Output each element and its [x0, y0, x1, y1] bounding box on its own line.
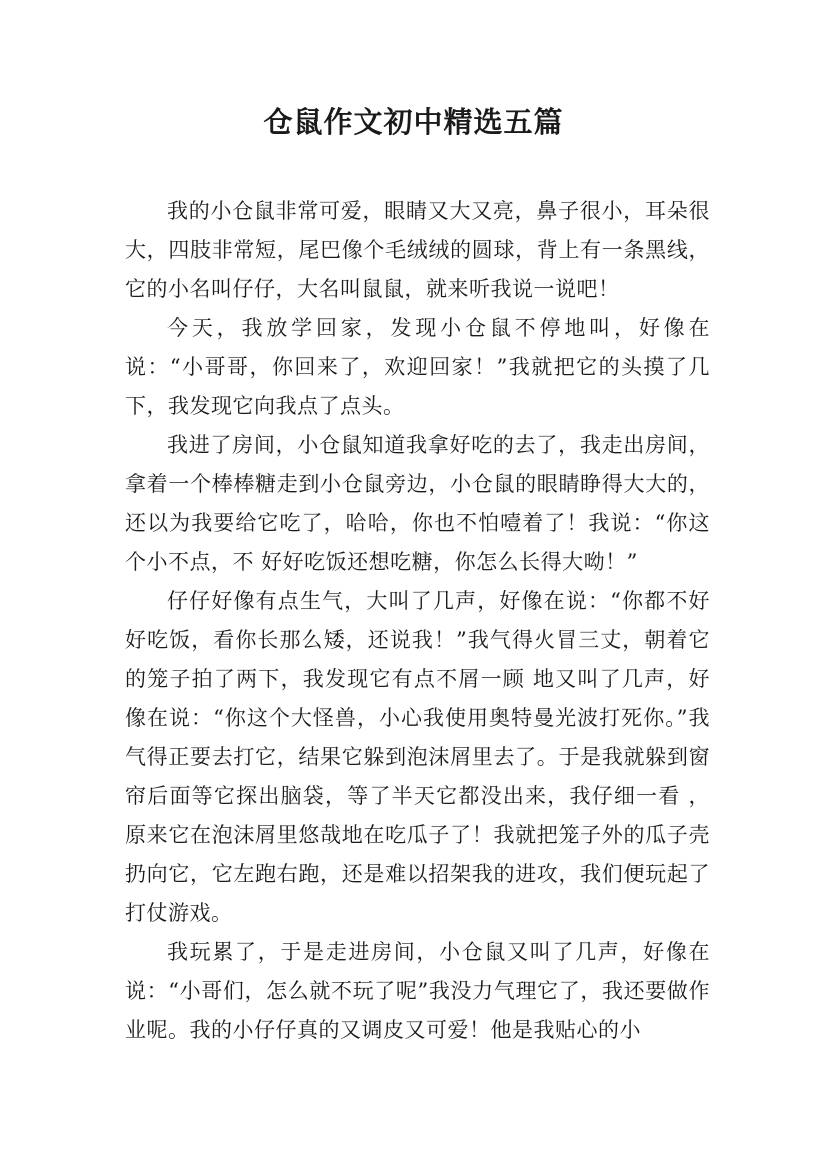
- document-body: [125, 192, 710, 1050]
- paragraph: 我玩累了，于是走进房间，小仓鼠又叫了几声，好像在说：“小哥们，怎么就不玩了呢”我没力气理它了，我还要做作业呢。我的小仔仔真的又调皮又可爱！他是我贴心的小: [125, 940, 710, 1042]
- document-title: 仓鼠作文初中精选五篇: [263, 105, 564, 139]
- paragraph: 我的小仓鼠非常可爱，眼睛又大又亮，鼻子很小，耳朵很大，四肢非常短，尾巴像个毛绒绒的圆球，背上有一条黑线，它的小名叫仔仔，大名叫鼠鼠，就来听我说一说吧！: [125, 199, 710, 301]
- paragraph: 仔仔好像有点生气，大叫了几声，好像在说：“你都不好好吃饭，看你长那么矮，还说我！”我气得火冒三丈，朝着它的笼子拍了两下，我发现它有点不屑一顾 地又叫了几声，好像在说：“你这个大怪兽，小心我使用奥特曼光波打死你。”我气得正要去打它，结果它躲到泡沫屑里去了。于是我就躲到窗帘后面等它探出脑袋，等了半天它都没出来，我仔细一看 ，原来它在泡沫屑里悠哉地在吃瓜子了！我就把笼子外的瓜子壳扔向它，它左跑右跑，还是难以招架我的进攻，我们便玩起了打仗游戏。: [125, 589, 710, 925]
- paragraph: 我进了房间，小仓鼠知道我拿好吃的去了，我走出房间，拿着一个棒棒糖走到小仓鼠旁边，小仓鼠的眼睛睁得大大的，还以为我要给它吃了，哈哈，你也不怕噎着了！我说：“你这个小不点，不 好好吃饭还想吃糖，你怎么长得大呦！”: [125, 433, 710, 574]
- paragraph: 今天，我放学回家，发现小仓鼠不停地叫，好像在说：“小哥哥，你回来了，欢迎回家！”我就把它的头摸了几下，我发现它向我点了点头。: [125, 316, 710, 418]
